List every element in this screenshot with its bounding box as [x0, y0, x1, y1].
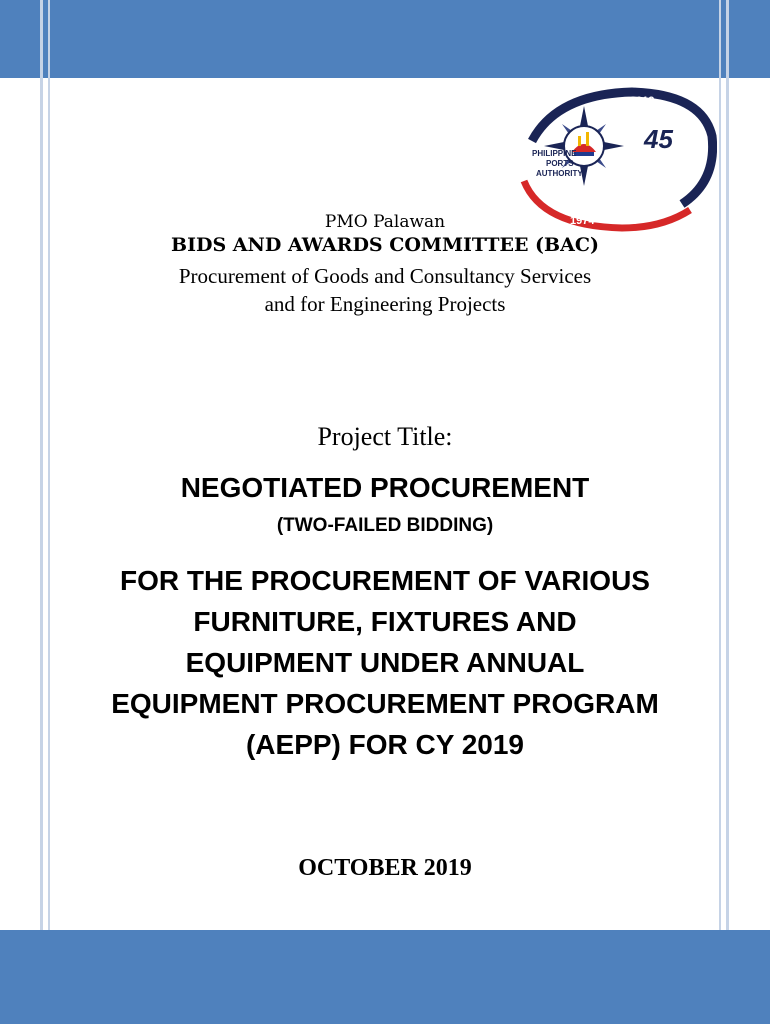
- logo-anniversary-number: 45: [644, 124, 673, 154]
- logo-org-line3: AUTHORITY: [536, 169, 583, 178]
- logo-year-top: 2019: [630, 95, 655, 107]
- top-color-band: [0, 0, 770, 78]
- logo-year-bottom: 1974: [570, 215, 595, 227]
- project-description-line: FOR THE PROCUREMENT OF VARIOUS: [120, 565, 650, 596]
- logo-org-line2: PORTS: [546, 159, 574, 168]
- logo-org-line1: PHILIPPINE: [532, 149, 577, 158]
- scope-line-1: Procurement of Goods and Consultancy Services: [178, 264, 592, 288]
- project-description-line: EQUIPMENT PROCUREMENT PROGRAM: [111, 688, 659, 719]
- office-name: PMO Palawan: [324, 212, 446, 232]
- bottom-color-band: [0, 930, 770, 1024]
- project-subtitle: (TWO-FAILED BIDDING): [276, 515, 494, 536]
- project-description-line: EQUIPMENT UNDER ANNUAL: [185, 647, 585, 678]
- project-description-line: FURNITURE, FIXTURES AND: [193, 606, 577, 637]
- project-main-title: NEGOTIATED PROCUREMENT: [180, 472, 590, 503]
- project-description-line: (AEPP) FOR CY 2019: [245, 729, 525, 760]
- project-description: [0, 560, 770, 765]
- project-title-label: Project Title:: [317, 422, 453, 451]
- document-date: OCTOBER 2019: [298, 855, 472, 881]
- scope-line-2: and for Engineering Projects: [264, 292, 506, 316]
- committee-name: BIDS AND AWARDS COMMITTEE (BAC): [171, 234, 599, 256]
